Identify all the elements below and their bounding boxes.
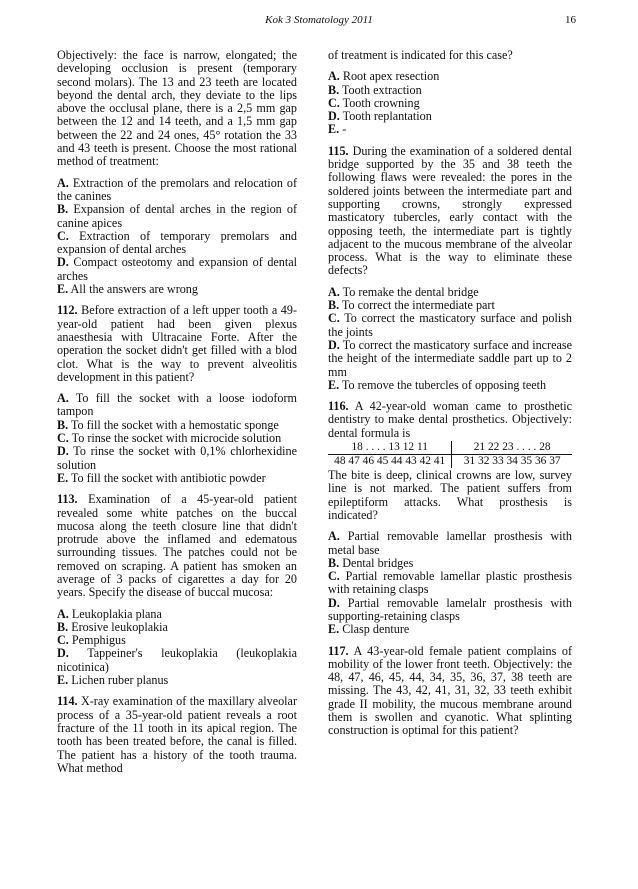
- answer-options: [57, 177, 297, 297]
- answer-option: [328, 70, 572, 83]
- page-header: [0, 14, 638, 30]
- answer-option: [57, 177, 297, 204]
- answer-option: [57, 634, 297, 647]
- answer-option: [328, 110, 572, 123]
- question-text: [328, 400, 572, 440]
- option-letter: B.: [328, 555, 340, 570]
- option-letter: A.: [57, 606, 69, 621]
- option-letter: C.: [57, 431, 69, 446]
- option-text: -: [342, 122, 347, 137]
- answer-options: [328, 286, 572, 392]
- answer-option: [57, 392, 297, 419]
- option-text: Extraction of the premolars and relocation of the canines: [57, 175, 297, 203]
- formula-lower-left: 48 47 46 45 44 43 42 41: [328, 455, 452, 468]
- option-text: Compact osteotomy and expansion of dental arches: [57, 255, 297, 283]
- option-text: To correct the masticatory surface and polish the joints: [328, 311, 572, 339]
- question-text: [57, 304, 297, 384]
- question-number: 112.: [57, 303, 78, 318]
- question-text: [328, 645, 572, 738]
- answer-option: [57, 283, 297, 296]
- option-letter: B.: [57, 202, 69, 217]
- question-text: [57, 493, 297, 599]
- option-text: Tooth extraction: [341, 82, 422, 97]
- answer-option: [328, 286, 572, 299]
- answer-options: [57, 608, 297, 688]
- dental-formula: [328, 441, 572, 468]
- answer-option: [328, 379, 572, 392]
- question-number: 116.: [328, 399, 349, 414]
- option-text: Expansion of dental arches in the region of canine apices: [57, 202, 297, 230]
- question-continuation: [57, 49, 297, 169]
- answer-option: [57, 230, 297, 257]
- option-letter: A.: [57, 175, 69, 190]
- left-column: [57, 49, 297, 783]
- option-letter: C.: [57, 633, 69, 648]
- option-text: Partial removable lamellar prosthesis with metal base: [328, 529, 572, 557]
- question-continuation: [328, 49, 572, 62]
- question-text: [328, 145, 572, 278]
- answer-option: [328, 312, 572, 339]
- option-letter: B.: [57, 619, 69, 634]
- question-block: [57, 493, 297, 599]
- answer-option: [57, 621, 297, 634]
- question-text: [57, 49, 297, 169]
- option-letter: D.: [328, 595, 340, 610]
- option-text: Tooth crowning: [342, 95, 420, 110]
- question-number: 114.: [57, 694, 78, 709]
- question-body: Examination of a 45-year-old patient revealed some white patches on the buccal mucosa along the teeth closure line that didn't protrude above the inflamed and edematous surrounding tissues. The patches could not be removed on scraping. A patient has smoken an average of 3 packs of cigarettes a day for 20 years. Specify the disease of buccal mucosa:: [57, 492, 297, 600]
- option-text: Pemphigus: [71, 633, 126, 648]
- answer-option: [57, 432, 297, 445]
- answer-option: [57, 674, 297, 687]
- option-text: To rinse the socket with microcide solution: [71, 431, 282, 446]
- option-letter: E.: [328, 622, 340, 637]
- answer-option: [328, 557, 572, 570]
- answer-option: [328, 339, 572, 379]
- question-body: During the examination of a soldered dental bridge supported by the 35 and 38 teeth the following flaws were revealed: the pores in the soldered joints between the intermediate part and supporting crowns, strongly expressed masticatory tubercles, early contact with the opposing teeth, the intermediate part is tightly adjacent to the mucous membrane of the alveolar process. What is the way to eliminate these defects?: [328, 143, 572, 278]
- option-text: Tooth replantation: [342, 109, 432, 124]
- option-letter: A.: [328, 69, 340, 84]
- option-text: Leukoplakia plana: [71, 606, 162, 621]
- question-text-continued: The bite is deep, clinical crowns are low, survey line is not marked. The patient suffers from epileptiform attacks. What prosthesis is indicated?: [328, 468, 572, 522]
- question-number: 115.: [328, 143, 349, 158]
- option-letter: C.: [328, 95, 340, 110]
- document-title: Kok 3 Stomatology 2011: [265, 14, 373, 26]
- question-body: Objectively: the face is narrow, elongated; the developing occlusion is present (temporary second molars). The 13 and 23 teeth are located beyond the dental arch, they deviate to the lips above the occlusal plane, there is a 2,5 mm gap between the 12 and 14 teeth, and a 1,5 mm gap between the 22 and 24 ones, 45° rotation the 33 and 43 teeth is present. Choose the most rational method of treatment:: [57, 48, 297, 169]
- answer-options: [328, 530, 572, 636]
- option-letter: D.: [57, 444, 69, 459]
- option-letter: D.: [57, 646, 69, 661]
- question-body: A 43-year-old female patient complains of mobility of the lower front teeth. Objectively: the 48, 47, 46, 45, 44, 34, 35, 36, 37, 38 teeth are missing. The 43, 42, 41, 31, 32, 33 teeth exhibit grade II mobility, the mucous membrane around them is swollen and cyanotic. What splinting construction is optimal for this patient?: [328, 643, 572, 738]
- option-text: All the answers are wrong: [70, 282, 198, 297]
- answer-option: [328, 97, 572, 110]
- option-letter: E.: [328, 377, 340, 392]
- answer-option: [57, 419, 297, 432]
- option-text: Root apex resection: [342, 69, 440, 84]
- question-block: [328, 400, 572, 522]
- question-number: 113.: [57, 492, 78, 507]
- question-block: [328, 645, 572, 738]
- answer-option: [57, 445, 297, 472]
- option-letter: C.: [328, 569, 340, 584]
- option-letter: A.: [328, 284, 340, 299]
- answer-option: [328, 123, 572, 136]
- option-letter: C.: [57, 228, 69, 243]
- question-text: [57, 695, 297, 775]
- option-letter: E.: [57, 673, 69, 688]
- option-text: Tappeiner's leukoplakia (leukoplakia nicotinica): [57, 646, 297, 674]
- option-text: Clasp denture: [342, 622, 410, 637]
- question-text: [328, 49, 572, 62]
- formula-upper-left: 18 . . . . 13 12 11: [328, 441, 452, 454]
- option-text: To remove the tubercles of opposing teeth: [341, 377, 547, 392]
- option-text: To correct the masticatory surface and increase the height of the intermediate saddle part up to 2 mm: [328, 337, 572, 379]
- option-letter: D.: [57, 255, 69, 270]
- option-letter: B.: [328, 82, 340, 97]
- option-letter: A.: [328, 529, 340, 544]
- question-body: of treatment is indicated for this case?: [328, 48, 513, 62]
- option-text: Extraction of temporary premolars and expansion of dental arches: [57, 228, 297, 257]
- answer-option: [328, 84, 572, 97]
- question-number: 117.: [328, 643, 349, 658]
- answer-option: [328, 299, 572, 312]
- question-body: Before extraction of a left upper tooth a 49-year-old patient had been given plexus anaesthesia with Ultracaine Forte. After the operation the socket didn't get filled with a blod clot. What is the way to prevent alveolitis development in this patient?: [57, 303, 297, 384]
- answer-option: [57, 256, 297, 283]
- option-letter: E.: [57, 470, 69, 485]
- answer-option: [57, 203, 297, 230]
- answer-option: [328, 623, 572, 636]
- option-text: To correct the intermediate part: [341, 298, 495, 313]
- formula-lower-row: [328, 454, 572, 468]
- answer-option: [57, 608, 297, 621]
- question-block: [328, 145, 572, 278]
- option-letter: B.: [328, 298, 340, 313]
- option-text: To fill the socket with antibiotic powder: [70, 470, 266, 485]
- option-text: To fill the socket with a hemostatic sponge: [70, 417, 279, 432]
- page-number: 16: [565, 14, 576, 26]
- option-letter: D.: [328, 109, 340, 124]
- formula-upper-right: 21 22 23 . . . . 28: [473, 441, 551, 454]
- formula-lower-right: 31 32 33 34 35 36 37: [463, 455, 561, 468]
- option-text: To rinse the socket with 0,1% chlorhexidine solution: [57, 444, 297, 472]
- answer-options: [57, 392, 297, 485]
- option-text: To remake the dental bridge: [342, 284, 479, 299]
- option-letter: E.: [328, 122, 340, 137]
- question-body: A 42-year-old woman came to prosthetic dentistry to make dental prosthetics. Objectively: dental formula is: [328, 399, 572, 440]
- option-text: To fill the socket with a loose iodoform tampon: [57, 391, 297, 419]
- option-letter: C.: [328, 311, 340, 326]
- formula-upper-row: [328, 441, 572, 454]
- right-column: [328, 49, 572, 746]
- answer-options: [328, 70, 572, 136]
- option-letter: E.: [57, 282, 69, 297]
- option-text: Partial removable lamelalr prosthesis with supporting-retaining clasps: [328, 595, 572, 623]
- answer-option: [57, 647, 297, 674]
- question-block: [57, 304, 297, 384]
- answer-option: [328, 530, 572, 557]
- question-body: X-ray examination of the maxillary alveolar process of a 35-year-old patient reveals a root fracture of the 11 tooth in its apical region. The tooth has been treated before, the canal is filled. The patient has a history of the tooth trauma. What method: [57, 694, 297, 775]
- answer-option: [57, 472, 297, 485]
- option-text: Partial removable lamellar plastic prosthesis with retaining clasps: [328, 569, 573, 597]
- answer-option: [328, 597, 572, 624]
- option-letter: B.: [57, 417, 69, 432]
- option-letter: D.: [328, 337, 340, 352]
- option-text: Lichen ruber planus: [71, 673, 169, 688]
- option-text: Erosive leukoplakia: [71, 619, 168, 634]
- question-block: [57, 695, 297, 775]
- option-text: Dental bridges: [342, 555, 414, 570]
- option-letter: A.: [57, 391, 69, 406]
- answer-option: [328, 570, 572, 597]
